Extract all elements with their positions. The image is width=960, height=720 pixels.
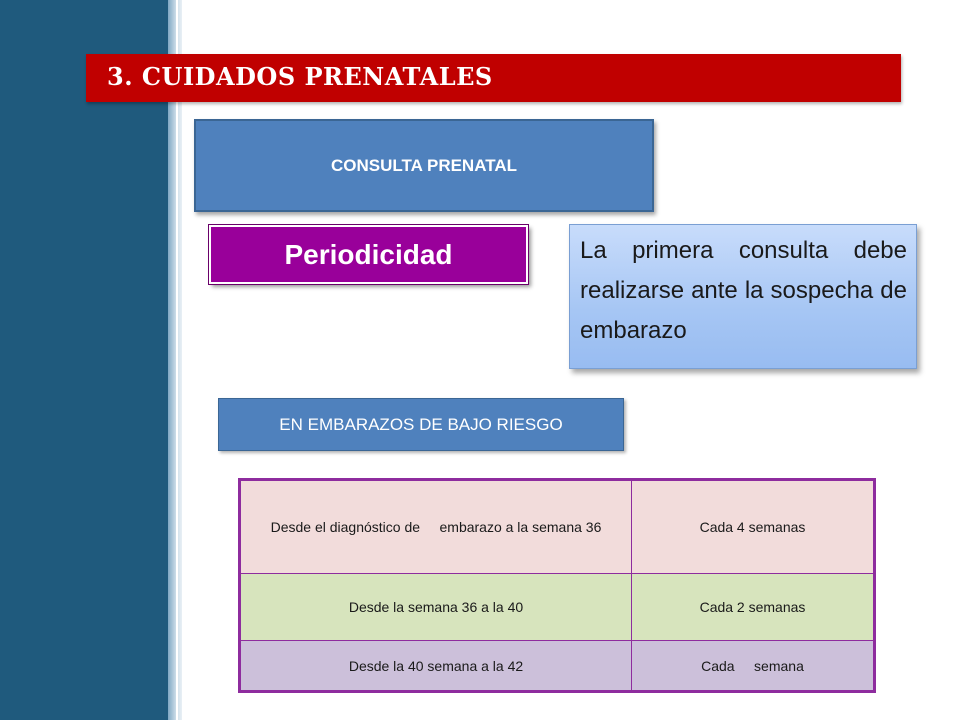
frequency-cell: Cada semana bbox=[632, 641, 875, 692]
period-cell: Desde la 40 semana a la 42 bbox=[240, 641, 632, 692]
sidebar-panel bbox=[0, 0, 168, 720]
title-bar bbox=[86, 54, 901, 102]
first-consultation-note bbox=[569, 224, 917, 369]
frequency-cell: Cada 2 semanas bbox=[632, 574, 875, 641]
sidebar-divider bbox=[176, 0, 178, 720]
table-row bbox=[240, 480, 875, 574]
table-row bbox=[240, 641, 875, 692]
sidebar-stripe bbox=[168, 0, 182, 720]
period-cell: Desde el diagnóstico de embarazo a la semana 36 bbox=[240, 480, 632, 574]
period-cell: Desde la semana 36 a la 40 bbox=[240, 574, 632, 641]
note-text: La primera consulta debe realizarse ante la sospecha de embarazo bbox=[580, 237, 907, 344]
frequency-cell: Cada 4 semanas bbox=[632, 480, 875, 574]
slide-title: 3. CUIDADOS PRENATALES bbox=[107, 62, 493, 91]
low-risk-box: EN EMBARAZOS DE BAJO RIESGO bbox=[218, 398, 624, 451]
visit-schedule-table bbox=[238, 478, 876, 693]
periodicidad-box: Periodicidad bbox=[209, 225, 528, 284]
consulta-prenatal-box: CONSULTA PRENATAL bbox=[194, 119, 654, 212]
table-row bbox=[240, 574, 875, 641]
